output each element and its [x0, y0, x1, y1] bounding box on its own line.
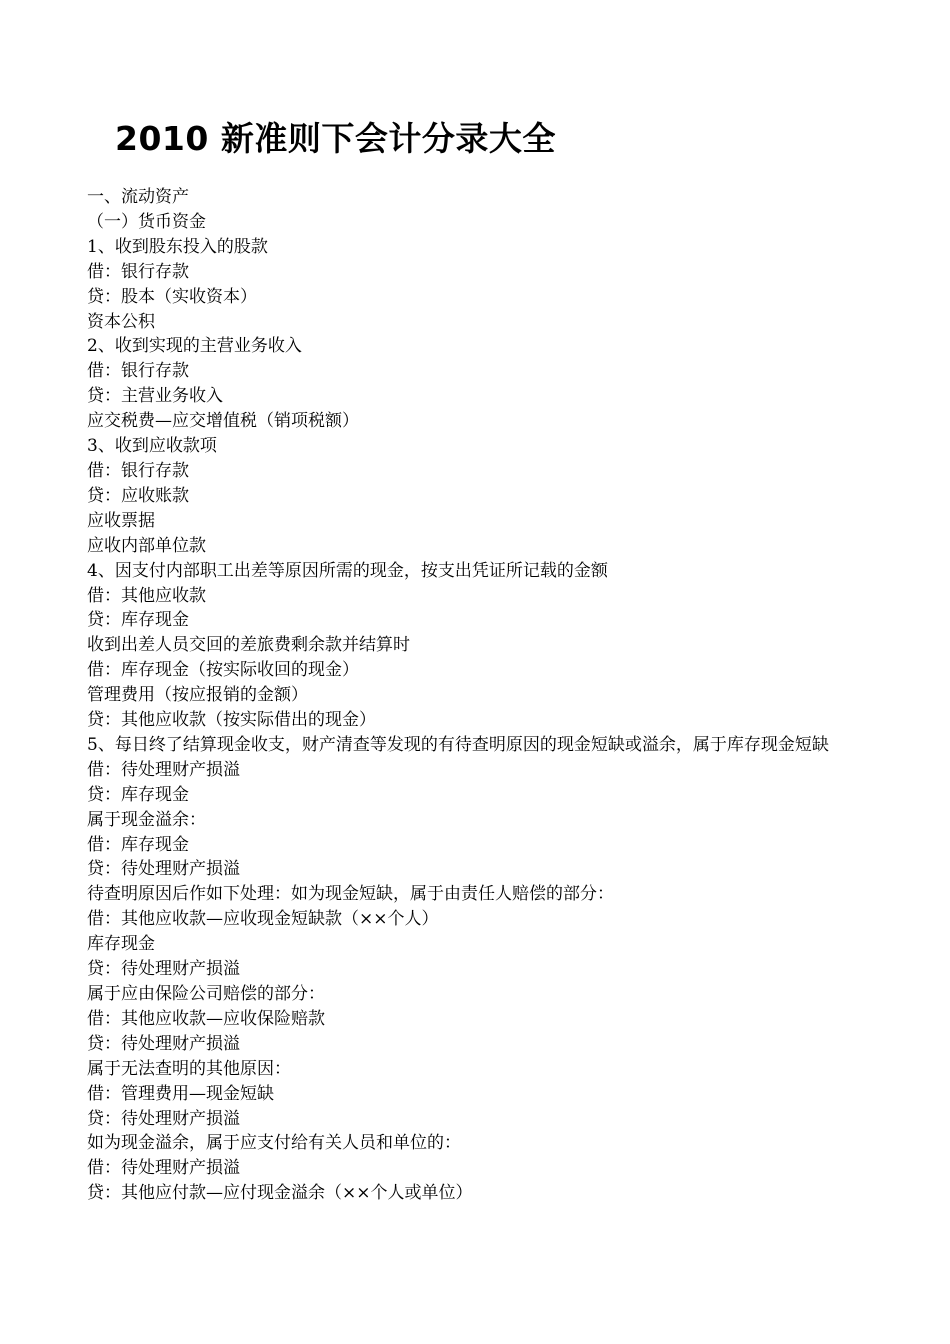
text-line: 如为现金溢余，属于应支付给有关人员和单位的： — [87, 1133, 461, 1154]
text-line: 借：库存现金（按实际收回的现金） — [87, 660, 359, 681]
text-line: 贷：库存现金 — [87, 610, 189, 631]
document-body — [87, 185, 877, 1206]
text-line: 应收票据 — [87, 510, 155, 531]
text-line: 贷：待处理财产损溢 — [87, 859, 240, 880]
text-line: 管理费用（按应报销的金额） — [87, 685, 308, 706]
text-line: 库存现金 — [87, 934, 155, 955]
text-line: 贷：库存现金 — [87, 784, 189, 805]
text-line: 贷：待处理财产损溢 — [87, 1108, 240, 1129]
text-line: 借：其他应收款—应收保险赔款 — [87, 1008, 325, 1029]
document-title: 2010 新准则下会计分录大全 — [115, 119, 556, 158]
text-line: 贷：待处理财产损溢 — [87, 959, 240, 980]
text-line: 借：银行存款 — [87, 460, 189, 481]
text-line: 借：其他应收款 — [87, 585, 206, 606]
text-line: 2、收到实现的主营业务收入 — [87, 336, 302, 357]
text-line: 应交税费—应交增值税（销项税额） — [87, 411, 359, 432]
text-line: 4、因支付内部职工出差等原因所需的现金，按支出凭证所记载的金额 — [87, 560, 608, 581]
text-line: 贷：其他应收款（按实际借出的现金） — [87, 710, 376, 731]
text-line: 5、每日终了结算现金收支，财产清查等发现的有待查明原因的现金短缺或溢余，属于库存现金短缺 — [87, 734, 829, 755]
text-line: 收到出差人员交回的差旅费剩余款并结算时 — [87, 635, 410, 656]
text-line: 贷：其他应付款—应付现金溢余（××个人或单位） — [87, 1183, 473, 1204]
text-line: 借：银行存款 — [87, 261, 189, 282]
text-line: 贷：待处理财产损溢 — [87, 1033, 240, 1054]
text-line: 借：待处理财产损溢 — [87, 1158, 240, 1179]
text-line: 3、收到应收款项 — [87, 436, 217, 457]
text-line: 借：其他应收款—应收现金短缺款（××个人） — [87, 909, 439, 930]
text-line: 属于现金溢余： — [87, 809, 206, 830]
text-line: 1、收到股东投入的股款 — [87, 236, 268, 257]
text-line: （一）货币资金 — [87, 211, 206, 232]
text-line: 一、流动资产 — [87, 187, 189, 207]
text-line: 借：银行存款 — [87, 361, 189, 382]
text-line: 借：待处理财产损溢 — [87, 759, 240, 780]
text-line: 资本公积 — [87, 311, 155, 332]
text-line: 贷：主营业务收入 — [87, 386, 223, 407]
text-line: 借：管理费用—现金短缺 — [87, 1083, 274, 1104]
text-line: 属于应由保险公司赔偿的部分： — [87, 984, 325, 1004]
text-line: 贷：应收账款 — [87, 485, 189, 506]
text-line: 待查明原因后作如下处理：如为现金短缺，属于由责任人赔偿的部分： — [87, 884, 614, 905]
text-line: 贷：股本（实收资本） — [87, 286, 257, 307]
text-line: 属于无法查明的其他原因： — [87, 1058, 291, 1079]
text-line: 借：库存现金 — [87, 834, 189, 855]
text-line: 应收内部单位款 — [87, 535, 206, 556]
